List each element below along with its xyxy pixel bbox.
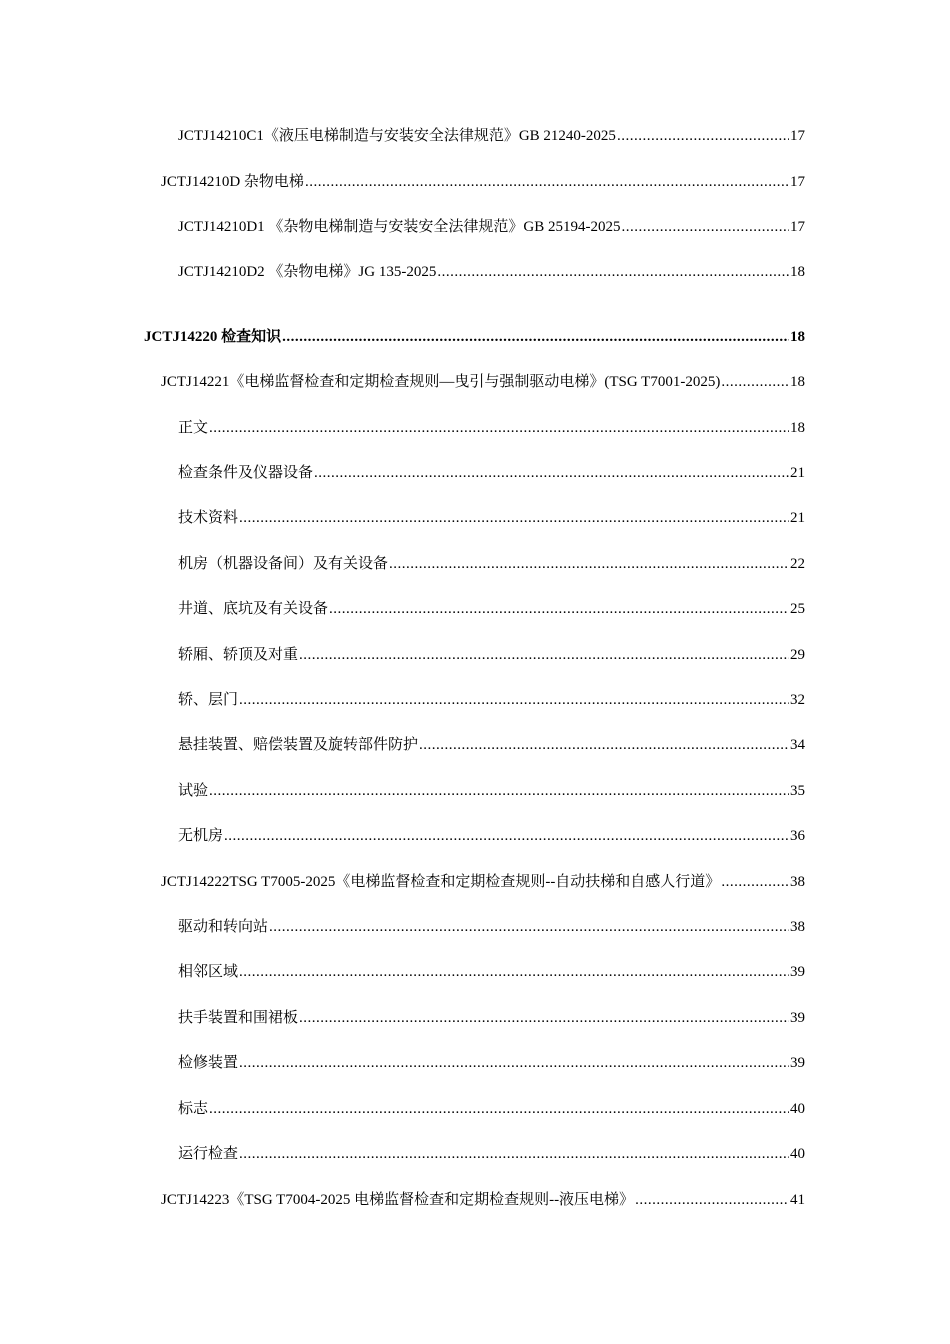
toc-dot-leader (269, 917, 789, 937)
toc-dot-leader (299, 645, 789, 665)
toc-dot-leader (224, 826, 789, 846)
toc-page-number: 18 (790, 420, 805, 436)
toc-entry[interactable] (178, 917, 805, 937)
toc-dot-leader (721, 372, 789, 392)
toc-entry[interactable] (178, 1053, 805, 1073)
toc-section-heading[interactable] (144, 327, 805, 347)
toc-entry-title: 运行检查 (178, 1146, 239, 1162)
toc-entry[interactable] (178, 735, 805, 755)
toc-dot-leader (239, 690, 789, 710)
toc-dot-leader (617, 126, 789, 146)
toc-dot-leader (419, 735, 789, 755)
toc-page-number: 40 (790, 1146, 805, 1162)
toc-dot-leader (314, 463, 789, 483)
toc-dot-leader (329, 599, 789, 619)
toc-entry-title: 无机房 (178, 828, 224, 844)
toc-entry-title: JCTJ14210C1《液压电梯制造与安装安全法律规范》GB 21240-2025 (178, 128, 616, 144)
toc-page-number: 18 (790, 374, 805, 390)
toc-entry-title: 扶手装置和围裙板 (178, 1010, 299, 1026)
toc-entry[interactable] (161, 172, 805, 192)
toc-page-number: 39 (790, 1055, 805, 1071)
toc-entry[interactable] (178, 599, 805, 619)
toc-entry-title: 技术资料 (178, 510, 239, 526)
toc-page-number: 32 (790, 692, 805, 708)
toc-entry[interactable] (178, 690, 805, 710)
toc-page-number: 29 (790, 647, 805, 663)
toc-entry[interactable] (178, 1099, 805, 1119)
toc-entry[interactable] (178, 418, 805, 438)
toc-dot-leader (209, 781, 789, 801)
toc-entry-title: 井道、底坑及有关设备 (178, 601, 329, 617)
toc-dot-leader (239, 1053, 789, 1073)
toc-dot-leader (239, 1144, 789, 1164)
toc-entry-title: JCTJ14210D 杂物电梯 (161, 174, 304, 190)
toc-entry-title: JCTJ14210D1 《杂物电梯制造与安装安全法律规范》GB 25194-2025 (178, 219, 621, 235)
toc-entry-title: 试验 (178, 783, 209, 799)
toc-entry[interactable] (178, 826, 805, 846)
toc-dot-leader (299, 1008, 789, 1028)
toc-entry[interactable] (178, 126, 805, 146)
toc-dot-leader (622, 217, 789, 237)
toc-page-number: 25 (790, 601, 805, 617)
toc-entry[interactable] (178, 781, 805, 801)
toc-entry[interactable] (178, 262, 805, 282)
toc-entry-title: 轿、层门 (178, 692, 239, 708)
toc-entry[interactable] (178, 1008, 805, 1028)
toc-page-number: 38 (790, 919, 805, 935)
toc-entry-title: 标志 (178, 1101, 209, 1117)
toc-entry[interactable] (161, 372, 805, 392)
toc-entry-title: 正文 (178, 420, 209, 436)
toc-entry[interactable] (178, 554, 805, 574)
toc-entry-title: JCTJ14222TSG T7005-2025《电梯监督检查和定期检查规则--自动扶梯和自感人行道》 (161, 874, 721, 890)
toc-entry[interactable] (161, 1190, 805, 1210)
toc-entry-title: 轿厢、轿顶及对重 (178, 647, 299, 663)
toc-dot-leader (389, 554, 789, 574)
toc-dot-leader (721, 872, 789, 892)
toc-dot-leader (635, 1190, 789, 1210)
toc-page-number: 22 (790, 556, 805, 572)
toc-page-number: 41 (790, 1192, 805, 1208)
toc-page-number: 39 (790, 1010, 805, 1026)
toc-page-number: 40 (790, 1101, 805, 1117)
toc-page-number: 34 (790, 737, 805, 753)
toc-entry[interactable] (178, 962, 805, 982)
toc-entry-title: 检查条件及仪器设备 (178, 465, 314, 481)
toc-page-number: 39 (790, 964, 805, 980)
toc-dot-leader (305, 172, 789, 192)
toc-entry[interactable] (161, 872, 805, 892)
toc-entry[interactable] (178, 463, 805, 483)
toc-page-number: 17 (790, 174, 805, 190)
toc-page-number: 17 (790, 219, 805, 235)
toc-page-number: 18 (790, 264, 805, 280)
toc-entry-title: JCTJ14221《电梯监督检查和定期检查规则—曳引与强制驱动电梯》(TSG T7001-2025) (161, 374, 721, 390)
toc-page-number: 21 (790, 510, 805, 526)
toc-dot-leader (239, 962, 789, 982)
toc-dot-leader (209, 1099, 789, 1119)
toc-entry[interactable] (178, 508, 805, 528)
toc-dot-leader (209, 418, 789, 438)
toc-page-number: 38 (790, 874, 805, 890)
toc-entry-title: JCTJ14220 检查知识 (144, 329, 282, 345)
toc-page-number: 21 (790, 465, 805, 481)
toc-dot-leader (437, 262, 789, 282)
toc-entry-title: 检修装置 (178, 1055, 239, 1071)
toc-entry[interactable] (178, 645, 805, 665)
toc-entry[interactable] (178, 1144, 805, 1164)
toc-page-number: 36 (790, 828, 805, 844)
toc-entry-title: 相邻区域 (178, 964, 239, 980)
toc-entry-title: JCTJ14223《TSG T7004-2025 电梯监督检查和定期检查规则--液压电梯》 (161, 1192, 635, 1208)
toc-entry-title: 机房（机器设备间）及有关设备 (178, 556, 389, 572)
toc-page-number: 35 (790, 783, 805, 799)
toc-entry-title: 驱动和转向站 (178, 919, 269, 935)
toc-page-number: 17 (790, 128, 805, 144)
toc-dot-leader (282, 327, 789, 347)
toc-dot-leader (239, 508, 789, 528)
toc-page-number: 18 (790, 329, 805, 345)
toc-entry[interactable] (178, 217, 805, 237)
toc-entry-title: JCTJ14210D2 《杂物电梯》JG 135-2025 (178, 264, 437, 280)
toc-entry-title: 悬挂装置、赔偿装置及旋转部件防护 (178, 737, 419, 753)
